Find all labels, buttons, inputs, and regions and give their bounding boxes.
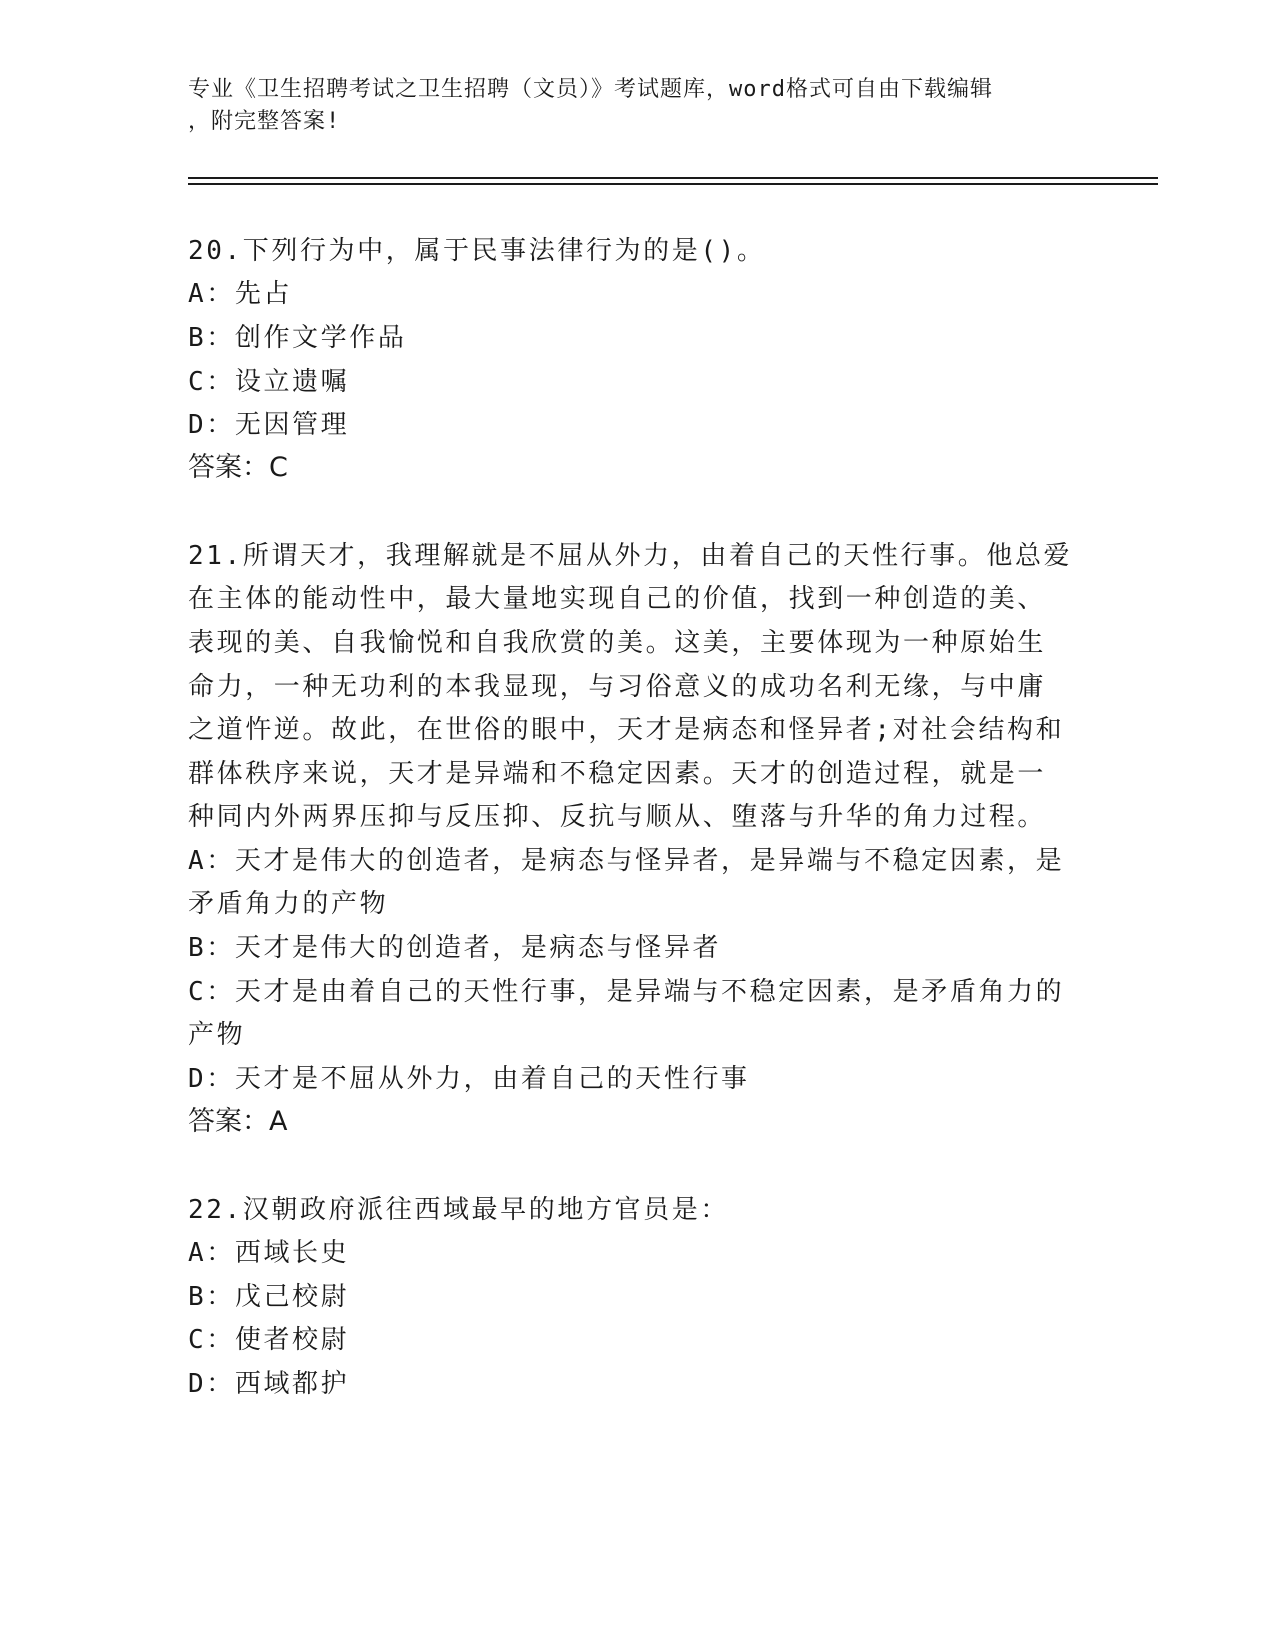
question-20-option-d: D：无因管理 <box>188 410 350 440</box>
question-21-option-a: A：天才是伟大的创造者，是病态与怪异者，是异端与不稳定因素，是 <box>188 846 1065 876</box>
question-21-option-c-continued: 产物 <box>188 1020 246 1050</box>
document-header: 专业《卫生招聘考试之卫生招聘（文员）》考试题库，word格式可自由下载编辑 ，附完整答案! <box>188 77 993 134</box>
question-21-stem-line: 之道忤逆。故此，在世俗的眼中，天才是病态和怪异者;对社会结构和 <box>188 715 1065 745</box>
question-22-stem: 22.汉朝政府派往西域最早的地方官员是： <box>188 1195 729 1225</box>
question-20-option-c: C：设立遗嘱 <box>188 367 350 397</box>
question-21-stem-line: 种同内外两界压抑与反压抑、反抗与顺从、堕落与升华的角力过程。 <box>188 802 1047 832</box>
question-21-stem-line: 命力，一种无功利的本我显现，与习俗意义的成功名利无缘，与中庸 <box>188 672 1047 702</box>
question-21-stem-line: 群体秩序来说，天才是异端和不稳定因素。天才的创造过程，就是一 <box>188 759 1047 789</box>
question-21-option-d: D：天才是不屈从外力，由着自己的天性行事 <box>188 1064 750 1094</box>
header-divider-bottom <box>188 183 1158 185</box>
question-22-option-c: C：使者校尉 <box>188 1325 350 1355</box>
question-21-stem-line: 表现的美、自我愉悦和自我欣赏的美。这美，主要体现为一种原始生 <box>188 628 1047 658</box>
question-21-answer: 答案：A <box>188 1106 288 1137</box>
question-21-option-b: B：天才是伟大的创造者，是病态与怪异者 <box>188 933 722 963</box>
question-20-stem: 20.下列行为中，属于民事法律行为的是()。 <box>188 236 766 266</box>
question-20-answer: 答案：C <box>188 452 288 483</box>
question-21-stem-line: 在主体的能动性中，最大量地实现自己的价值，找到一种创造的美、 <box>188 584 1047 614</box>
question-22-option-a: A：西域长史 <box>188 1238 350 1268</box>
question-20-option-b: B：创作文学作品 <box>188 323 407 353</box>
question-22-option-d: D：西域都护 <box>188 1369 350 1399</box>
header-divider-top <box>188 177 1158 179</box>
question-21-option-c: C：天才是由着自己的天性行事，是异端与不稳定因素，是矛盾角力的 <box>188 977 1065 1007</box>
question-22-option-b: B：戊己校尉 <box>188 1282 350 1312</box>
question-20-option-a: A：先占 <box>188 279 293 309</box>
question-21-stem-line: 21.所谓天才，我理解就是不屈从外力，由着自己的天性行事。他总爱 <box>188 541 1073 571</box>
question-21-option-a-continued: 矛盾角力的产物 <box>188 889 389 919</box>
